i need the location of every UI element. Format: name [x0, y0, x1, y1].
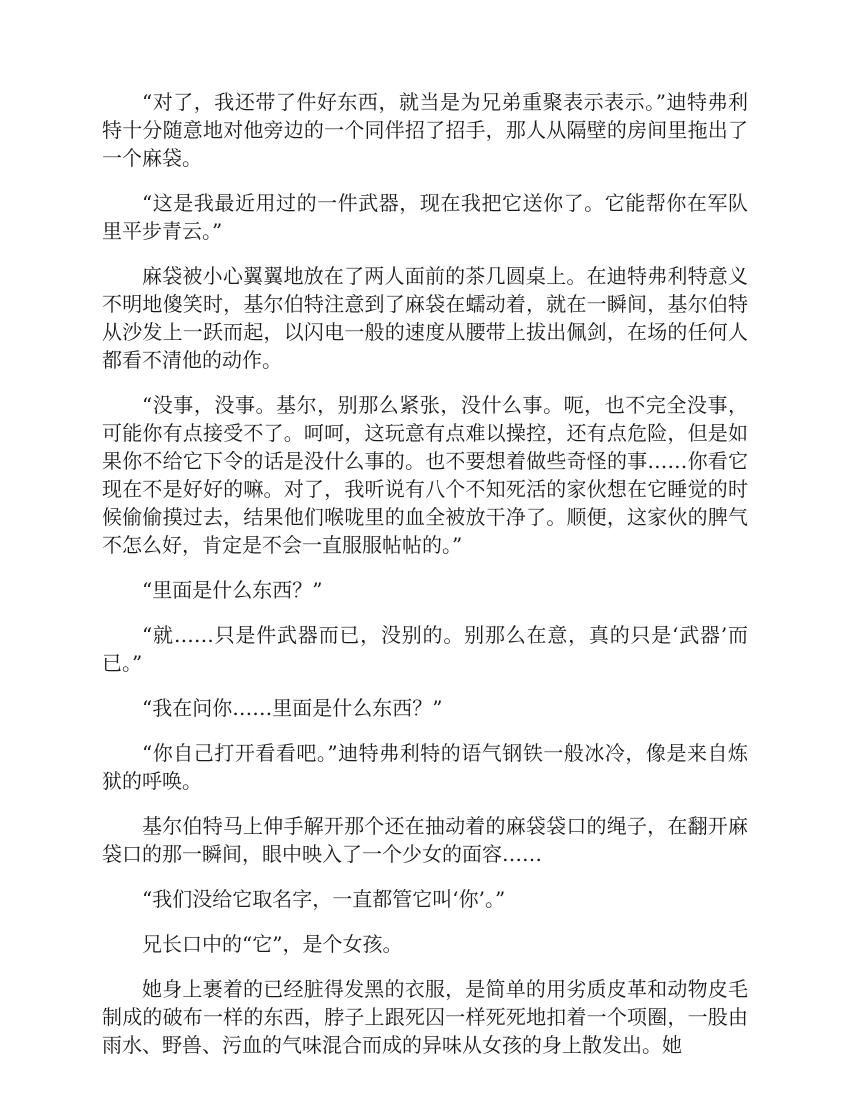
- paragraph-8: “你自己打开看看吧。”迪特弗利特的语气钢铁一般冰冷，像是来自炼狱的呼唤。: [102, 741, 748, 793]
- paragraph-12: 她身上裹着的已经脏得发黑的衣服，是简单的用劣质皮革和动物皮毛制成的破布一样的东西，脖子上跟死囚一样死死地扣着一个项圈，一股由雨水、野兽、污血的气味混合而成的异味从女孩的身上散发出。她: [102, 977, 748, 1057]
- paragraph-6: “就……只是件武器而已，没别的。别那么在意，真的只是‘武器’而已。”: [102, 623, 748, 675]
- paragraph-4: “没事，没事。基尔，别那么紧张，没什么事。呃，也不完全没事，可能你有点接受不了。呵呵，这玩意有点难以操控，还有点危险，但是如果你不给它下令的话是没什么事的。也不要想着做些奇怪的事……你看它现在不是好好的嘛。对了，我听说有八个不知死活的家伙想在它睡觉的时候偷偷摸过去，结果他们喉咙里的血全被放干净了。顺便，这家伙的脾气不怎么好，肯定是不会一直服服帖帖的。”: [102, 393, 748, 557]
- paragraph-10: “我们没给它取名字，一直都管它叫‘你’。”: [142, 887, 506, 911]
- paragraph-3: 麻袋被小心翼翼地放在了两人面前的茶几圆桌上。在迪特弗利特意义不明地傻笑时，基尔伯特注意到了麻袋在蠕动着，就在一瞬间，基尔伯特从沙发上一跃而起，以闪电一般的速度从腰带上拔出佩剑，在场的任何人都看不清他的动作。: [102, 264, 748, 372]
- paragraph-11: 兄长口中的“它”，是个女孩。: [142, 932, 403, 956]
- paragraph-9: 基尔伯特马上伸手解开那个还在抽动着的麻袋袋口的绳子，在翻开麻袋口的那一瞬间，眼中映入了一个少女的面容……: [102, 814, 748, 866]
- paragraph-7: “我在问你……里面是什么东西？”: [142, 696, 443, 720]
- paragraph-2: “这是我最近用过的一件武器，现在我把它送你了。它能帮你在军队里平步青云。”: [102, 191, 748, 243]
- paragraph-5: “里面是什么东西？”: [142, 578, 323, 602]
- paragraph-1: “对了，我还带了件好东西，就当是为兄弟重聚表示表示。”迪特弗利特十分随意地对他旁边的一个同伴招了招手，那人从隔壁的房间里拖出了一个麻袋。: [102, 90, 748, 170]
- document-page: [102, 88, 748, 1076]
